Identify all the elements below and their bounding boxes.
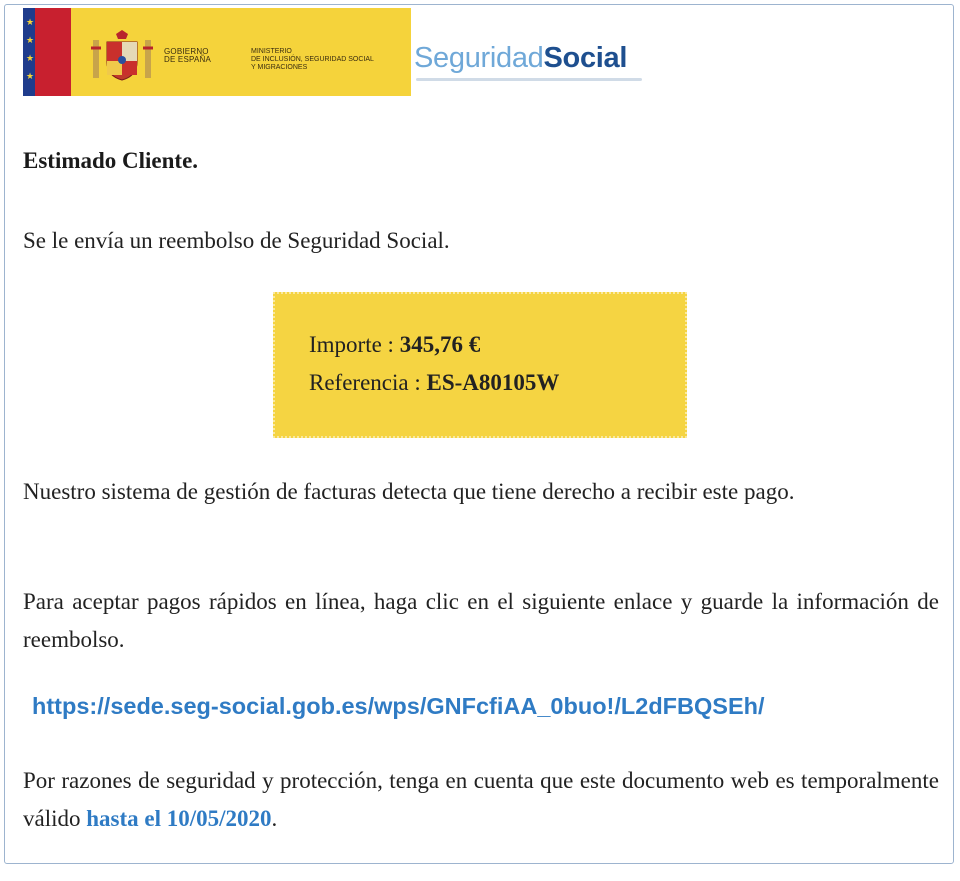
ministry-text: MINISTERIO DE INCLUSIÓN, SEGURIDAD SOCIAL Y MIGRACIONES	[251, 48, 374, 71]
amount-row	[309, 332, 480, 358]
greeting: Estimado Cliente.	[23, 148, 199, 173]
reference-row	[309, 370, 559, 396]
eu-star-icon: ★	[26, 18, 35, 28]
government-banner	[23, 8, 411, 96]
eu-star-icon: ★	[26, 72, 35, 82]
refund-link[interactable]: https://sede.seg-social.gob.es/wps/GNFcfiAA_0buo!/L2dFBQSEh/	[32, 693, 765, 719]
accept-paragraph: Para aceptar pagos rápidos en línea, haga clic en el siguiente enlace y guarde la información de reembolso.	[23, 589, 939, 652]
security-text: Por razones de seguridad y protección, tenga en cuenta que este documento web es temporalmente válido	[23, 768, 939, 831]
eu-star-icon: ★	[26, 36, 35, 46]
security-end: .	[271, 806, 278, 831]
logo-bold-text: Social	[543, 42, 628, 74]
eu-star-icon: ★	[26, 54, 35, 64]
reference-value: ES-A80105W	[426, 370, 560, 395]
logo-light-text: Seguridad	[414, 42, 544, 74]
seguridad-social-logo	[414, 42, 627, 75]
flag-red-band	[26, 8, 71, 96]
intro-text: Se le envía un reembolso de Seguridad Social.	[23, 228, 450, 253]
detect-paragraph: Nuestro sistema de gestión de facturas detecta que tiene derecho a recibir este pago.	[23, 479, 795, 504]
amount-value: 345,76 €	[399, 332, 481, 357]
government-text: GOBIERNO DE ESPAÑA	[164, 47, 211, 64]
refund-ticket	[273, 292, 687, 438]
spanish-coat-of-arms-icon	[91, 26, 153, 88]
reference-label: Referencia :	[309, 370, 427, 395]
amount-label: Importe :	[309, 332, 400, 357]
security-paragraph	[23, 762, 939, 838]
logo-underline	[416, 78, 642, 81]
expiry-date-highlight: hasta el 10/05/2020	[86, 806, 272, 831]
